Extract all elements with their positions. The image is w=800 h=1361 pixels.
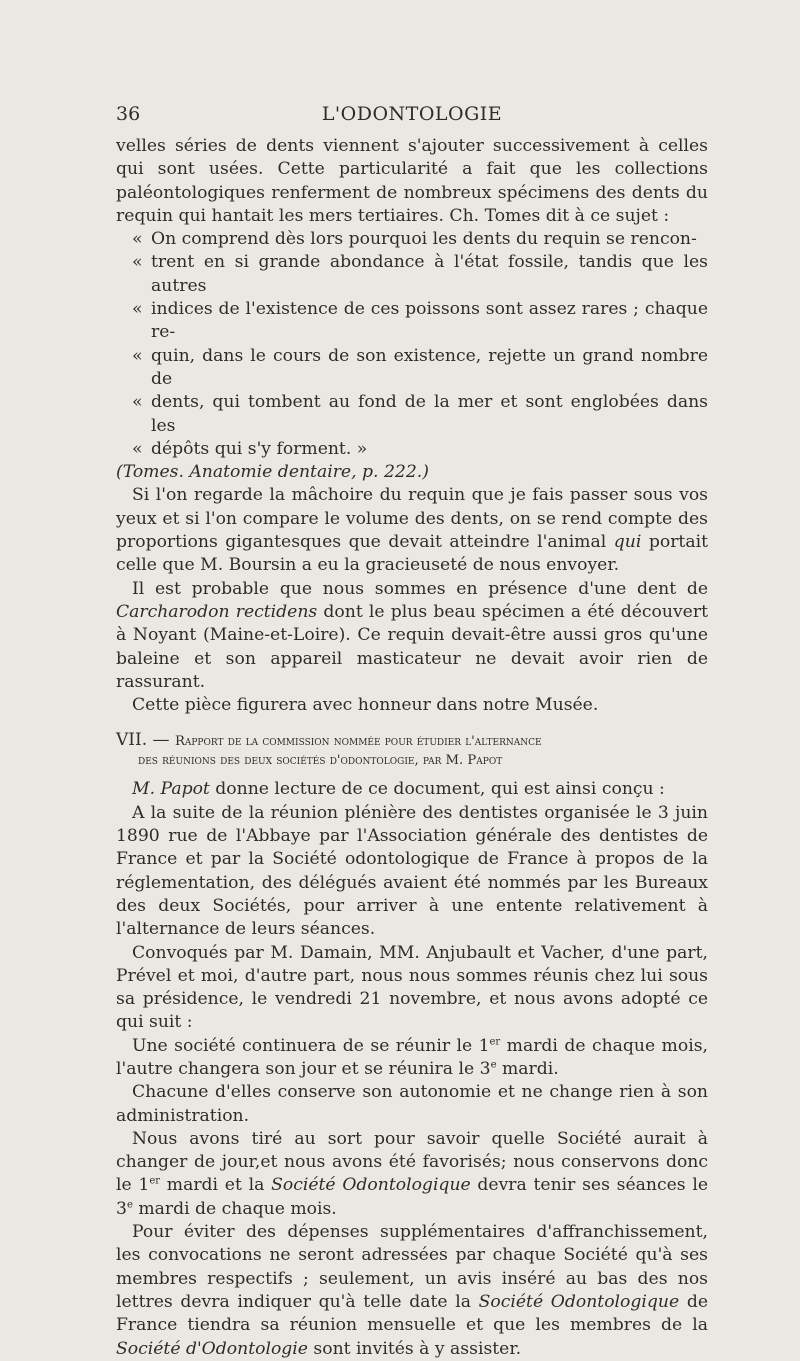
paragraph-tirage: Nous avons tiré au sort pour savoir quelle Société aurait à changer de jour,et nous avons été favorisés; nous conservons donc le 1er mardi et la Société Odontologique devra tenir ses séances le 3e mardi de chaque mois.	[116, 1128, 708, 1219]
page-number: 36	[116, 103, 141, 125]
paragraph-reunion: A la suite de la réunion plénière des dentistes organisée le 3 juin 1890 rue de l'Abbaye par l'Association générale des dentistes de France et par la Société odontologique de France à propos de la réglementation, des délégués avaient été nommés par les Bureaux des deux Sociétés, pour arriver à une entente relativement à l'alternance de leurs séances.	[116, 802, 708, 940]
body-text	[116, 135, 708, 1361]
paragraph-jaw: Si l'on regarde la mâchoire du requin que je fais passer sous vos yeux et si l'on compare le volume des dents, on se rend compte des proportions gigantesques que devait atteindre l'animal qui portait celle que M. Boursin a eu la gracieuseté de nous envoyer.	[116, 485, 708, 576]
paragraph-lecture: M. Papot donne lecture de ce document, qui est ainsi conçu :	[132, 779, 665, 800]
quote-line: « On comprend dès lors pourquoi les dents du requin se rencon-	[132, 228, 708, 251]
quote-mark: «	[132, 229, 143, 250]
quote-line: « trent en si grande abondance à l'état fossile, tandis que les autres	[132, 251, 708, 298]
species-name: Carcharodon rectidens	[116, 601, 318, 622]
quote-mark: «	[132, 299, 143, 320]
paragraph-museum: Cette pièce figurera avec honneur dans notre Musée.	[132, 695, 599, 716]
quote-mark: «	[132, 252, 143, 273]
quote-line: « dépôts qui s'y forment. »	[132, 438, 708, 461]
section-number: VII.	[116, 730, 148, 751]
paragraph-shark-teeth: velles séries de dents viennent s'ajouter successivement à celles qui sont usées. Cette particularité a fait que les collections paléontologiques renferment de nombreux spécimens des dents du requin qui hantait les mers tertiaires. Ch. Tomes dit à ce sujet :	[116, 136, 708, 226]
paragraph-carcharodon: Il est probable que nous sommes en présence d'une dent de Carcharodon rectidens dont le plus beau spécimen a été découvert à Noyant (Maine-et-Loire). Ce requin devait-être aussi gros qu'une baleine et son appareil masticateur ne devait avoir rien de rassurant.	[116, 578, 708, 692]
section-title-line1: Rapport de la commission nommée pour étudier l'alternance	[174, 734, 542, 750]
quote-line: « dents, qui tombent au fond de la mer et sont englobées dans les	[132, 391, 708, 438]
running-header	[116, 103, 708, 129]
running-title: L'ODONTOLOGIE	[321, 103, 503, 125]
paragraph-mardi: Une société continuera de se réunir le 1er mardi de chaque mois, l'autre changera son jour et se réunira le 3e mardi.	[116, 1035, 708, 1079]
paragraph-convocations: Pour éviter des dépenses supplémentaires d'affranchissement, les convocations ne seront adressées par chaque Société qu'à ses membres respectifs ; seulement, un avis inséré au bas des nos lettres devra indiquer qu'à telle date la Société Odontologique de France tiendra sa réunion mensuelle et que les membres de la Société d'Odontologie sont invités à y assister.	[116, 1222, 709, 1359]
paragraph-convoques: Convoqués par M. Damain, MM. Anjubault et Vacher, d'une part, Prével et moi, d'autre part, nous nous sommes réunis chez lui sous sa présidence, le vendredi 21 novembre, et nous avons adopté ce qui suit :	[116, 942, 708, 1033]
quote-mark: «	[132, 345, 143, 366]
quote-mark: «	[132, 392, 143, 413]
section-title-line2: des réunions des deux sociétés d'odontologie, par M. Papot	[138, 753, 503, 769]
tomes-quote	[132, 228, 708, 461]
quote-line: « quin, dans le cours de son existence, rejette un grand nombre de	[132, 345, 708, 392]
section-heading: VII. — Rapport de la commission nommée pour étudier l'alternance des réunions des deux sociétés d'odontologie, par M. Papot	[116, 731, 708, 770]
society-name: Société Odontologique	[478, 1291, 680, 1312]
speaker-name: M. Papot	[132, 779, 210, 800]
quote-line: « indices de l'existence de ces poissons sont assez rares ; chaque re-	[132, 298, 708, 345]
citation: (Tomes. Anatomie dentaire, p. 222.)	[116, 462, 429, 483]
paragraph-autonomie: Chacune d'elles conserve son autonomie et ne change rien à son administration.	[116, 1082, 708, 1126]
society-name: Société d'Odontologie	[116, 1338, 308, 1359]
quote-mark: «	[132, 438, 143, 459]
society-name: Société Odontologique	[271, 1175, 471, 1196]
